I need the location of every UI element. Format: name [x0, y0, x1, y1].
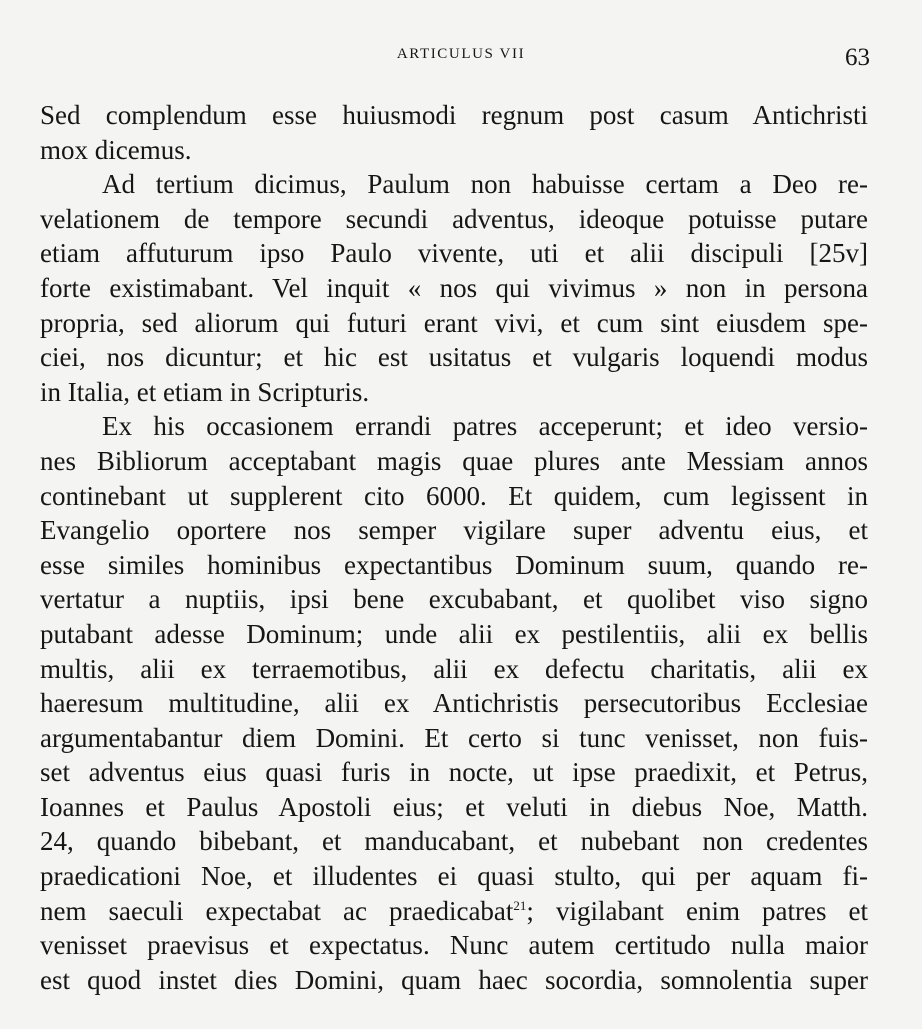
line-text: 24, quando bibebant, et manducabant, et nubebant non credentes	[40, 826, 868, 857]
line-text: Ex his occasionem errandi patres acceperunt; et ideo versio-	[102, 411, 868, 442]
text-line	[40, 582, 868, 617]
line-text: mox dicemus.	[40, 134, 192, 165]
page-number: 63	[845, 44, 870, 71]
text-line	[40, 755, 868, 790]
text-line	[40, 271, 868, 306]
text-line	[40, 652, 868, 687]
line-text: Evangelio oportere nos semper vigilare super adventu eius, et	[40, 515, 868, 546]
text-line	[40, 409, 868, 444]
text-line	[40, 479, 868, 514]
text-line	[40, 133, 868, 168]
text-line	[40, 721, 868, 756]
line-text: Sed complendum esse huiusmodi regnum post casum Antichristi	[40, 100, 868, 130]
text-line	[40, 236, 868, 271]
line-text: etiam affuturum ipso Paulo vivente, uti et alii discipuli [25v]	[40, 238, 868, 269]
text-line	[40, 928, 868, 963]
text-line	[40, 340, 868, 375]
line-text: praedicationi Noe, et illudentes ei quasi stulto, qui per aquam fi-	[40, 861, 868, 892]
line-text: Ioannes et Paulus Apostoli eius; et veluti in diebus Noe, Matth.	[40, 791, 868, 822]
text-line	[40, 548, 868, 583]
line-text: Ad tertium dicimus, Paulum non habuisse certam a Deo re-	[102, 169, 868, 200]
line-text: set adventus eius quasi furis in nocte, ut ipse praedixit, et Petrus,	[40, 757, 868, 788]
text-line	[40, 963, 868, 998]
text-line	[40, 513, 868, 548]
line-text: est quod instet dies Domini, quam haec socordia, somnolentia super	[40, 964, 868, 995]
text-line	[40, 167, 868, 202]
text-line	[40, 790, 868, 825]
text-line	[40, 894, 868, 929]
line-text: nem saeculi expectabat ac praedicabat	[40, 895, 514, 926]
footnote-marker: 21	[513, 897, 527, 913]
running-header: ARTICULUS VII	[396, 46, 526, 62]
text-line	[40, 617, 868, 652]
line-text: argumentabantur diem Domini. Et certo si tunc venisset, non fuis-	[40, 722, 868, 753]
text-line	[40, 306, 868, 341]
text-line	[40, 98, 868, 133]
line-text: ciei, nos dicuntur; et hic est usitatus et vulgaris loquendi modus	[40, 342, 868, 373]
line-text: haeresum multitudine, alii ex Antichristis persecutoribus Ecclesiae	[40, 688, 868, 719]
text-line	[40, 824, 868, 859]
line-text: vertatur a nuptiis, ipsi bene excubabant, et quolibet viso signo	[40, 584, 868, 615]
text-line	[40, 375, 868, 410]
line-text: multis, alii ex terraemotibus, alii ex defectu charitatis, alii ex	[40, 653, 868, 684]
text-line	[40, 444, 868, 479]
line-text: continebant ut supplerent cito 6000. Et quidem, cum legissent in	[40, 480, 868, 511]
line-text: putabant adesse Dominum; unde alii ex pestilentiis, alii ex bellis	[40, 618, 868, 649]
line-text: in Italia, et etiam in Scripturis.	[40, 376, 370, 407]
body-text	[40, 98, 868, 997]
line-text: esse similes hominibus expectantibus Dominum suum, quando re-	[40, 549, 868, 580]
line-text: venisset praevisus et expectatus. Nunc autem certitudo nulla maior	[40, 930, 868, 961]
line-text: forte existimabant. Vel inquit « nos qui vivimus » non in persona	[40, 272, 868, 303]
line-text-continued: ; vigilabant enim patres et	[526, 895, 868, 926]
line-text: velationem de tempore secundi adventus, ideoque potuisse putare	[40, 203, 868, 234]
text-line	[40, 686, 868, 721]
line-text: propria, sed aliorum qui futuri erant vivi, et cum sint eiusdem spe-	[40, 307, 868, 338]
line-text: nes Bibliorum acceptabant magis quae plures ante Messiam annos	[40, 445, 868, 476]
text-line	[40, 859, 868, 894]
text-line	[40, 202, 868, 237]
